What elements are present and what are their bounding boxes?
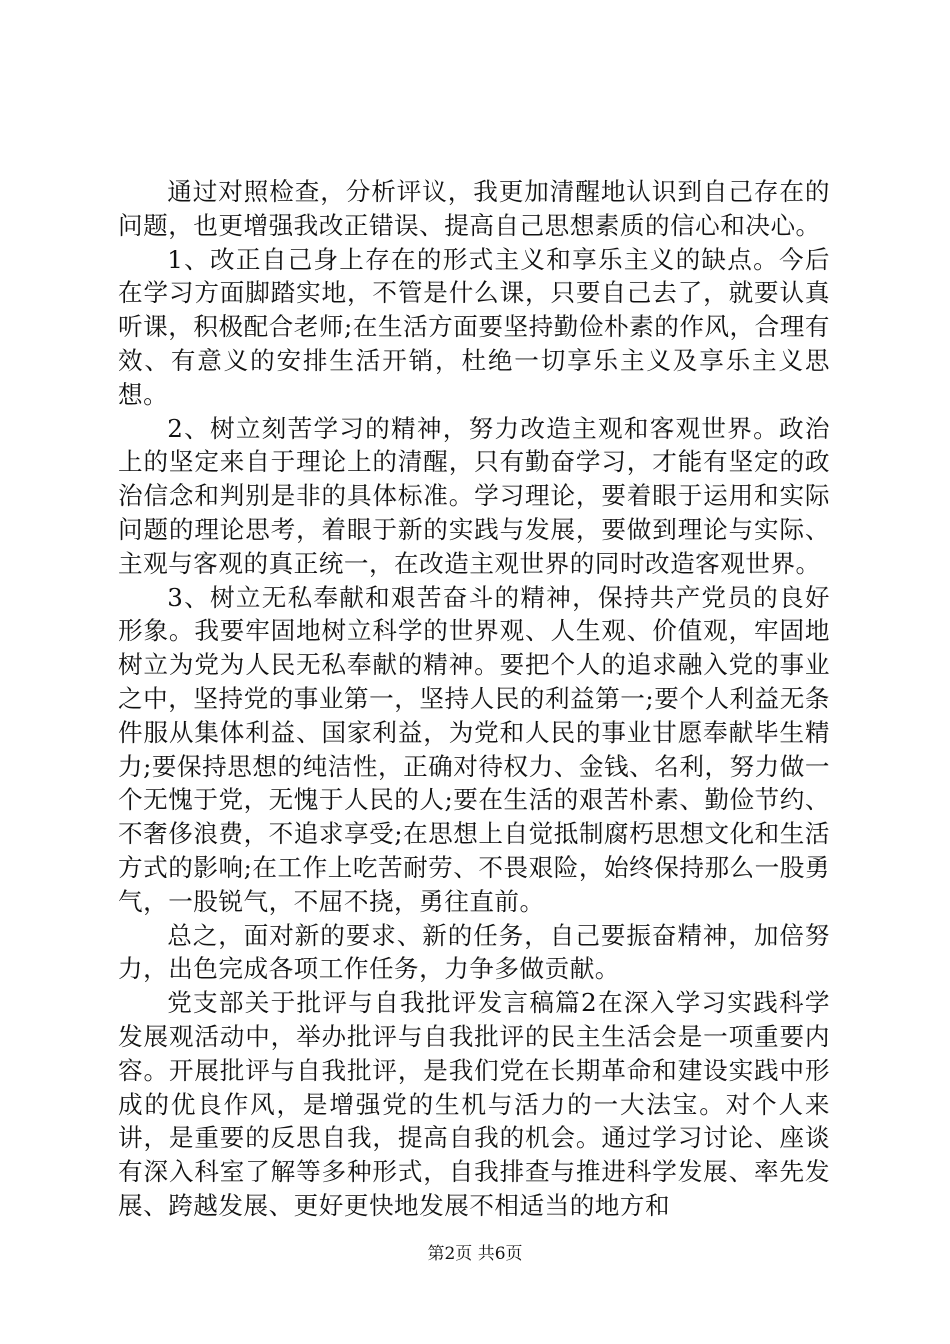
paragraph-reflection-intro: 通过对照检查，分析评议，我更加清醒地认识到自己存在的问题，也更增强我改正错误、提高自己思想素质的信心和决心。 <box>118 177 830 240</box>
paragraph-point-1: 1、改正自己身上存在的形式主义和享乐主义的缺点。今后在学习方面脚踏实地，不管是什么课，只要自己去了，就要认真听课，积极配合老师;在生活方面要坚持勤俭朴素的作风，合理有效、有意义的安排生活开销，杜绝一切享乐主义及享乐主义思想。 <box>118 244 830 409</box>
paragraph-article-2-start: 党支部关于批评与自我批评发言稿篇2在深入学习实践科学发展观活动中，举办批评与自我批评的民主生活会是一项重要内容。开展批评与自我批评，是我们党在长期革命和建设实践中形成的优良作风，是增强党的生机与活力的一大法宝。对个人来讲，是重要的反思自我，提高自我的机会。通过学习讨论、座谈有深入科室了解等多种形式，自我排查与推进科学发展、率先发展、跨越发展、更好更快地发展不相适当的地方和 <box>118 988 830 1220</box>
paragraph-point-3: 3、树立无私奉献和艰苦奋斗的精神，保持共产党员的良好形象。我要牢固地树立科学的世界观、人生观、价值观，牢固地树立为党为人民无私奉献的精神。要把个人的追求融入党的事业之中，坚持党的事业第一，坚持人民的利益第一;要个人利益无条件服从集体利益、国家利益，为党和人民的事业甘愿奉献毕生精力;要保持思想的纯洁性，正确对待权力、金钱、名利，努力做一个无愧于党，无愧于人民的人;要在生活的艰苦朴素、勤俭节约、不奢侈浪费，不追求享受;在思想上自觉抵制腐朽思想文化和生活方式的影响;在工作上吃苦耐劳、不畏艰险，始终保持那么一股勇气，一股锐气，不屈不挠，勇往直前。 <box>118 582 830 916</box>
paragraph-point-2: 2、树立刻苦学习的精神，努力改造主观和客观世界。政治上的坚定来自于理论上的清醒，只有勤奋学习，才能有坚定的政治信念和判别是非的具体标准。学习理论，要着眼于运用和实际问题的理论思考，着眼于新的实践与发展，要做到理论与实际、主观与客观的真正统一，在改造主观世界的同时改造客观世界。 <box>118 413 830 578</box>
document-body <box>118 175 830 1223</box>
paragraph-conclusion: 总之，面对新的要求、新的任务，自己要振奋精神，加倍努力，出色完成各项工作任务，力争多做贡献。 <box>118 920 830 984</box>
page-number-footer: 第2页 共6页 <box>427 1244 523 1264</box>
